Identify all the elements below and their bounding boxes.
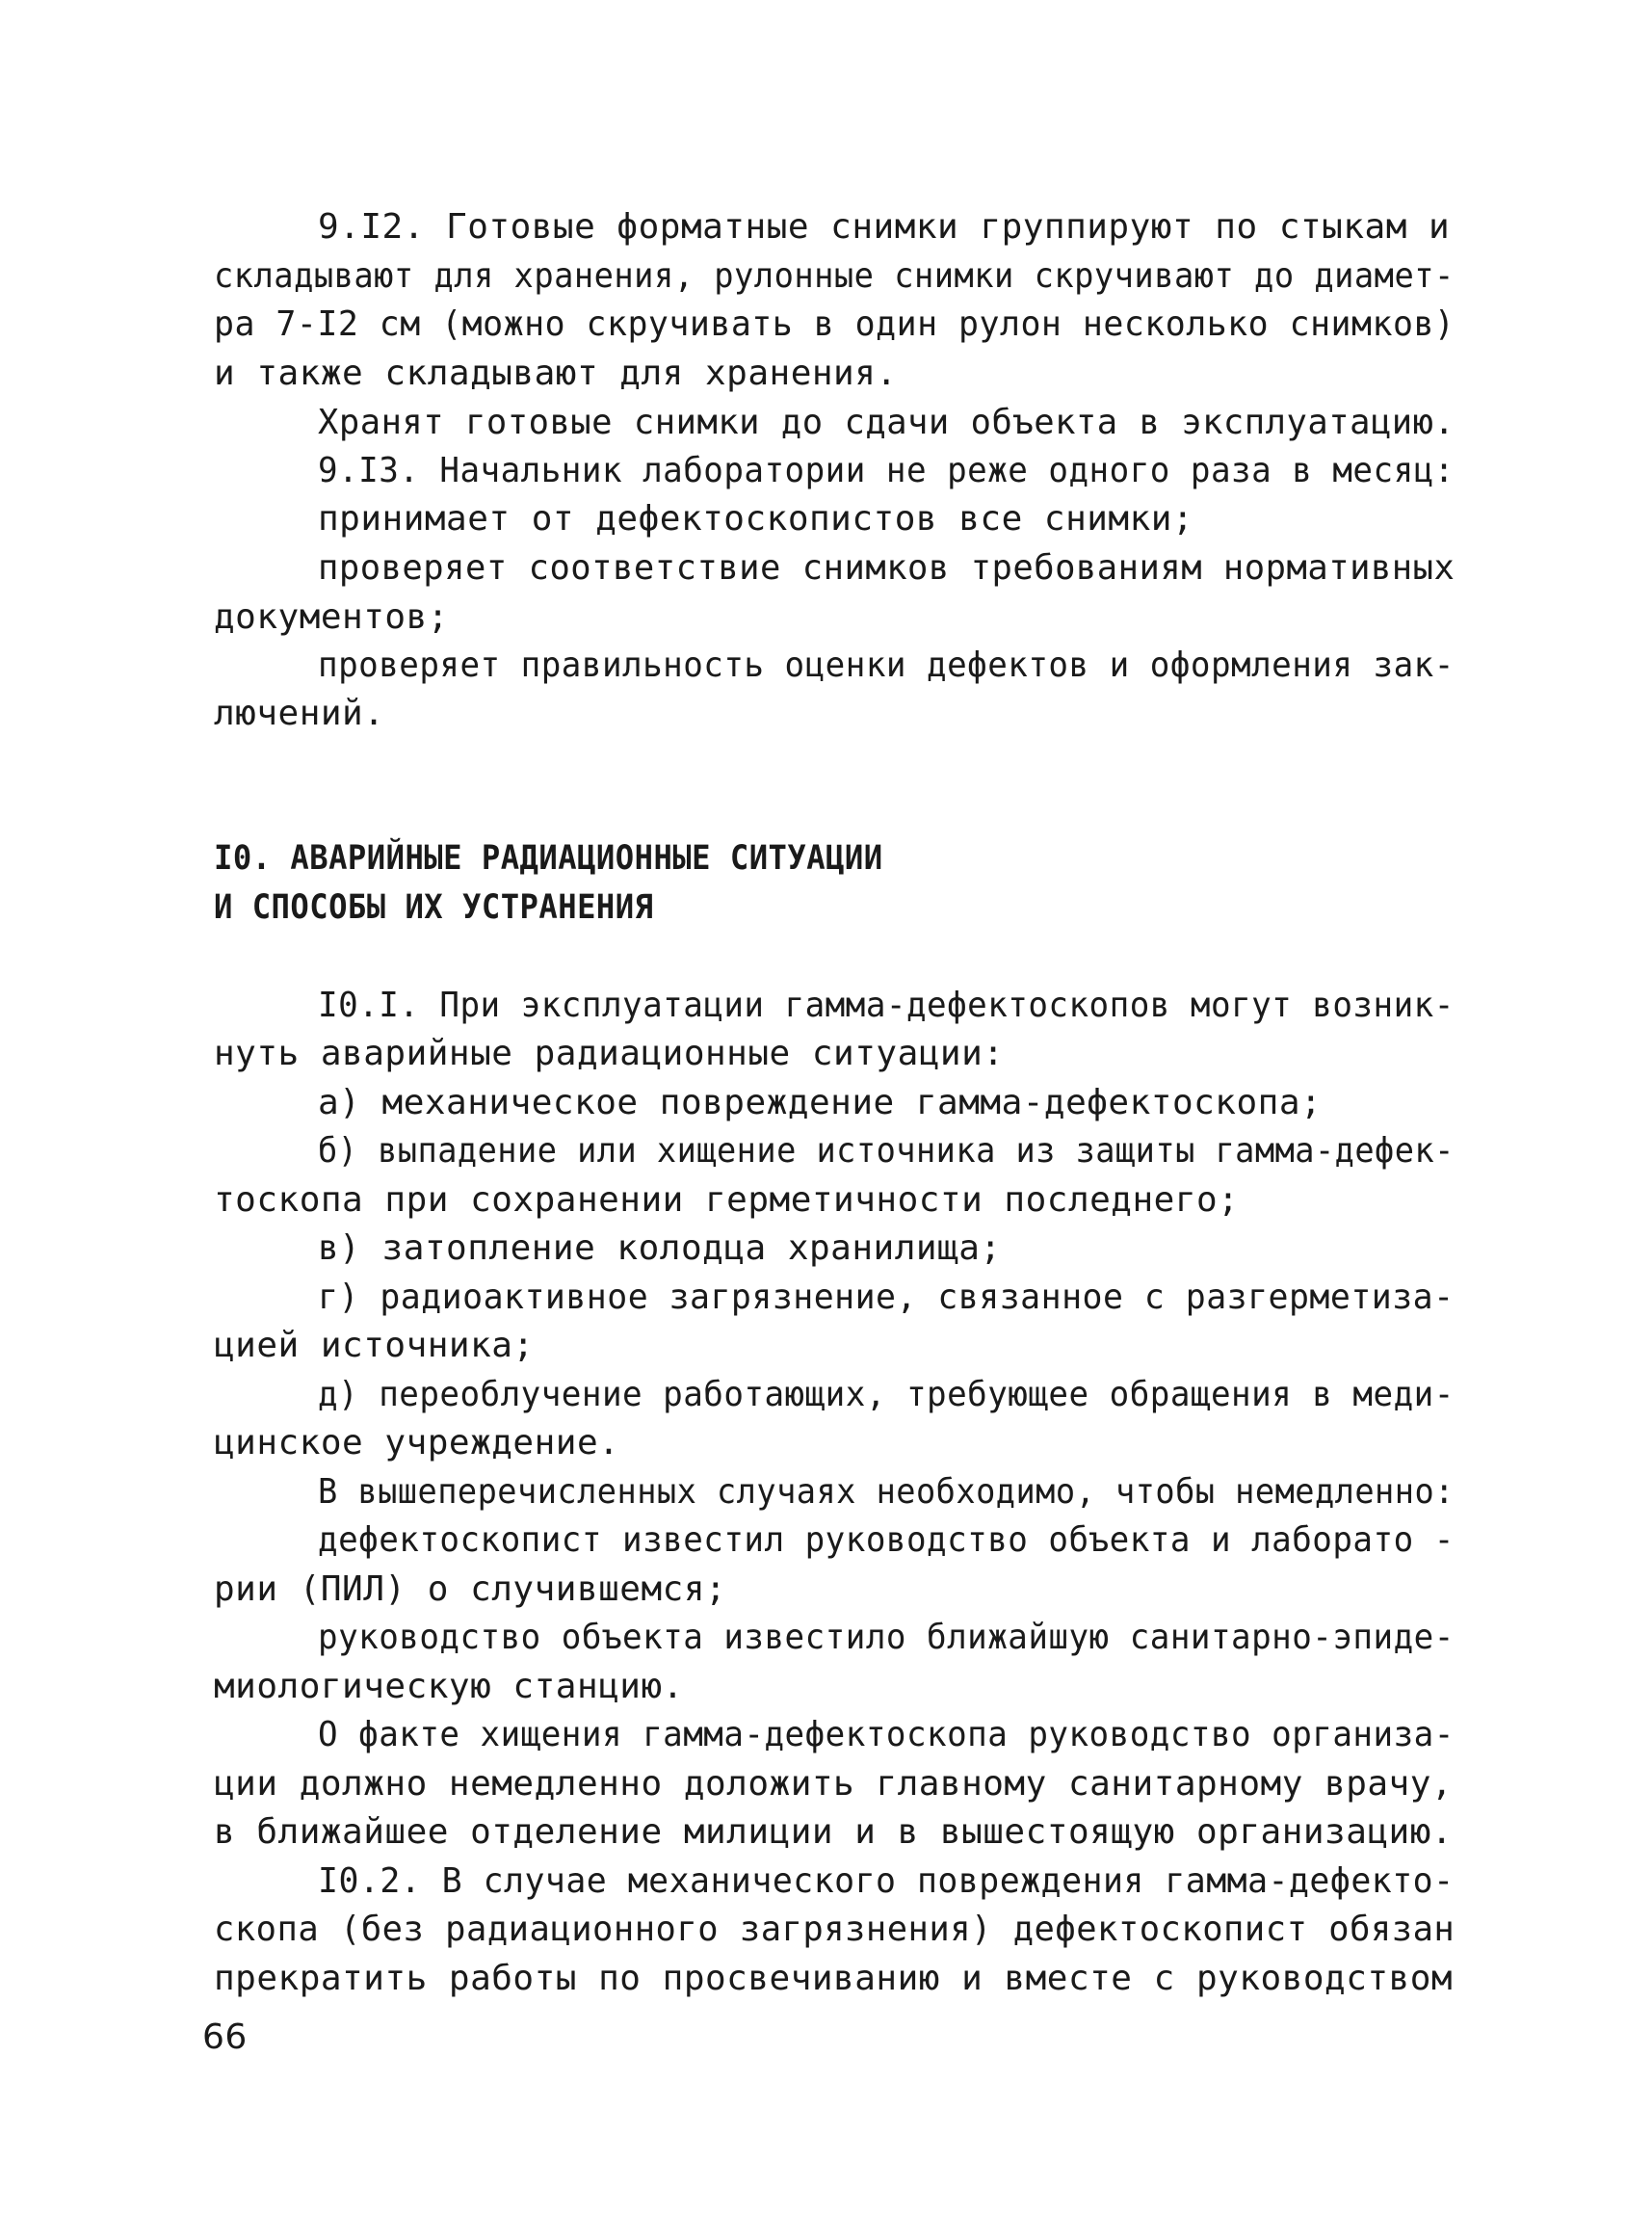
text-line: руководство объекта известило ближайшую санитарно-эпиде-	[318, 1618, 1455, 1657]
text-line: г) радиоактивное загрязнение, связанное с разгерметиза-	[318, 1278, 1455, 1317]
text-line: и также складывают для хранения.	[214, 354, 898, 393]
text-line: складывают для хранения, рулонные снимки скручивают до диамет-	[214, 256, 1455, 296]
text-line: нуть аварийные радиационные ситуации:	[214, 1034, 1005, 1073]
text-line: цией источника;	[214, 1326, 535, 1365]
text-line: скопа (без радиационного загрязнения) дефектоскопист обязан	[214, 1910, 1455, 1949]
text-line: ции должно немедленно доложить главному санитарному врачу,	[214, 1764, 1454, 1804]
text-line: рии (ПИЛ) о случившемся;	[214, 1569, 727, 1609]
text-line: I0.I. При эксплуатации гамма-дефектоскопов могут возник-	[318, 986, 1455, 1025]
text-line: тоскопа при сохранении герметичности последнего;	[214, 1180, 1240, 1220]
text-line: д) переоблучение работающих, требующее обращения в меди-	[318, 1375, 1455, 1414]
text-line: ра 7-I2 см (можно скручивать в один рулон несколько снимков)	[214, 304, 1455, 344]
text-line: 9.I2. Готовые форматные снимки группируют по стыкам и	[318, 207, 1451, 247]
text-line: проверяет правильность оценки дефектов и оформления зак-	[318, 646, 1455, 685]
text-line: в ближайшее отделение милиции и в вышестоящую организацию.	[214, 1812, 1454, 1852]
text-line: I0.2. В случае механического повреждения гамма-дефекто-	[318, 1861, 1455, 1901]
text-line: дефектоскопист известил руководство объекта и лаборато -	[318, 1520, 1455, 1560]
text-line: Хранят готовые снимки до сдачи объекта в эксплуатацию.	[318, 403, 1455, 442]
text-line: принимает от дефектоскопистов все снимки;	[318, 499, 1194, 539]
text-line: цинское учреждение.	[214, 1423, 620, 1463]
text-line: прекратить работы по просвечиванию и вместе с руководством	[214, 1959, 1454, 1998]
text-line: миологическую станцию.	[214, 1667, 684, 1706]
text-line: а) механическое повреждение гамма-дефектоскопа;	[318, 1083, 1323, 1122]
text-line: в) затопление колодца хранилища;	[318, 1228, 1002, 1268]
text-line: лючений.	[214, 694, 385, 733]
text-line: б) выпадение или хищение источника из защиты гамма-дефек-	[318, 1131, 1455, 1171]
section-heading: И СПОСОБЫ ИХ УСТРАНЕНИЯ	[214, 888, 654, 927]
text-line: документов;	[214, 597, 449, 637]
text-line: 9.I3. Начальник лаборатории не реже одного раза в месяц:	[318, 451, 1455, 490]
text-line: О факте хищения гамма-дефектоскопа руководство организа-	[318, 1715, 1455, 1754]
text-line: проверяет соответствие снимков требованиям нормативных	[318, 548, 1455, 588]
text-line: В вышеперечисленных случаях необходимо, чтобы немедленно:	[318, 1472, 1455, 1512]
section-heading: I0. АВАРИЙНЫЕ РАДИАЦИОННЫЕ СИТУАЦИИ	[214, 839, 883, 878]
page-number: 66	[202, 2017, 248, 2057]
